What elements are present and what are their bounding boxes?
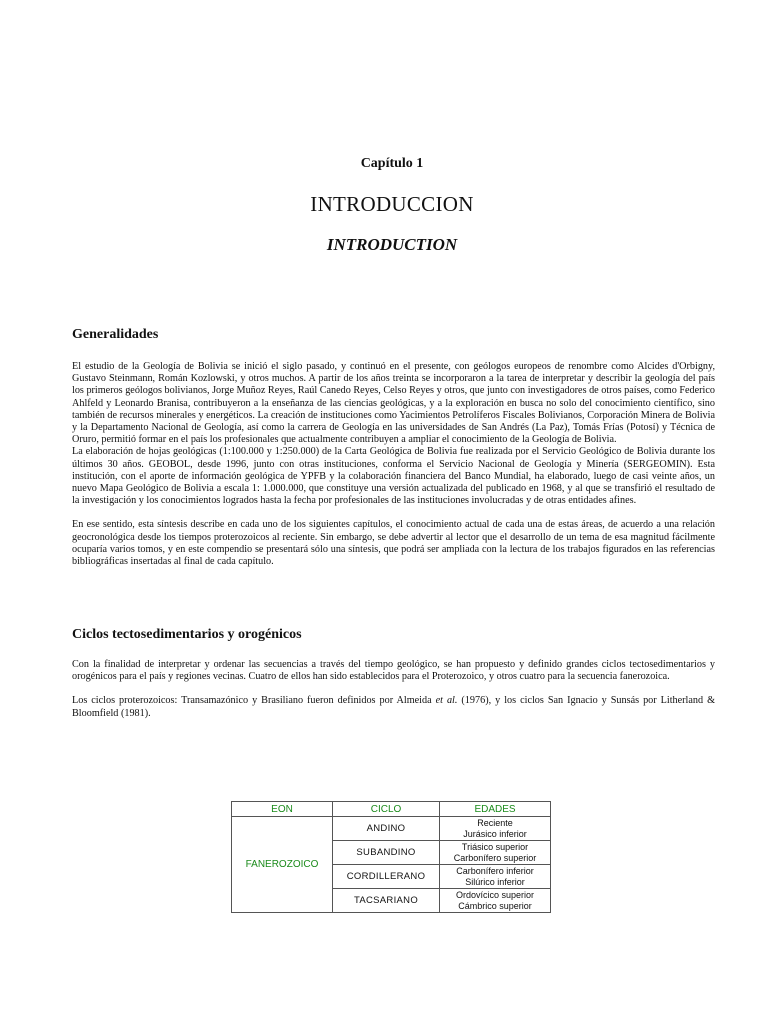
paragraph: El estudio de la Geología de Bolivia se inició el siglo pasado, y continuó en el presente, con geólogos europeos de renombre como Alcides d'Orbigny, Gustavo Steinmann, Román Kozlowski, y otros muchos. A partir de los años treinta se incorporaron a la tarea de interpretar y describir la geología del país los primeros geólogos bolivianos, Jorge Muñoz Reyes, Raúl Canedo Reyes, Celso Reyes y otros, que junto con investigadores de otros países, como Federico Ahlfeld y Leonardo Branisa, contribuyeron a la enseñanza de las ciencias geológicas, y a la exploración en busca no solo del conocimiento científico, sino también de recursos minerales y energéticos. La creación de instituciones como Yacimientos Petrolíferos Fiscales Bolivianos, Corporación Minera de Bolivia y la Departamento Nacional de Geología, así como la carrera de Geología en las universidades de San Andrés (La Paz), Tomás Frías (Potosí) y Técnica de Oruro, permitió formar en el país los profesionales que actualmente contribuyen a ampliar el conocimiento de la Geología de Bolivia. [72,361,715,446]
edad-cell [440,889,551,913]
header-eon: EON [232,802,333,817]
eon-cell: FANEROZOICO [232,817,333,913]
paragraph: En ese sentido, esta síntesis describe en cada uno de los siguientes capítulos, el conocimiento actual de cada una de estas áreas, de acuerdo a una relación geocronológica desde los tiempos proterozoicos al reciente. Sin embargo, se debe advertir al lector que el desarrollo de un tema de esa magnitud fácilmente ocuparía varios tomos, y en este compendio se presentará sólo una síntesis, que podrá ser ampliada con la lectura de los trabajos figurados en las referencias bibliográficas insertadas al final de cada capítulo. [72,519,715,568]
paragraph: La elaboración de hojas geológicas (1:100.000 y 1:250.000) de la Carta Geológica de Bolivia fue realizada por el Servicio Geológico de Bolivia durante los últimos 30 años. GEOBOL, desde 1996, junto con otras instituciones, conforma el Servicio Nacional de Geología y Minería (SERGEOMIN). Esta institución, con el aporte de información geológica de YPFB y la colaboración financiera del Banco Mundial, ha elaborado, luego de casi veinte años, un nuevo Mapa Geológico de Bolivia a escala 1: 1.000.000, que constituye una versión actualizada del publicado en 1968, y al que se transfirió el resultado de la investigación y los conocimientos logrados hasta la fecha por profesionales de las instituciones involucradas y de otras entidades afines. [72,446,715,507]
section-body-ciclos [72,659,715,720]
edad-cell [440,865,551,889]
section-heading-generalidades: Generalidades [72,327,159,342]
section-heading-ciclos: Ciclos tectosedimentarios y orogénicos [72,627,302,642]
ciclo-cell: SUBANDINO [333,841,440,865]
edad-bottom: Silúrico inferior [465,876,525,887]
ciclo-cell: TACSARIANO [333,889,440,913]
edad-cell [440,817,551,841]
edad-top: Triásico superior [461,841,529,852]
text-span: Los ciclos proterozoicos: Transamazónico y Brasiliano fueron definidos por Almeida [72,695,436,707]
page-subtitle: INTRODUCTION [326,235,458,254]
chapter-label: Capítulo 1 [360,156,424,171]
ciclos-table [231,801,551,913]
edad-top: Reciente [477,817,513,828]
edad-top: Carbonífero inferior [456,865,534,876]
section-body-generalidades [72,361,715,568]
table-header-row [232,802,551,817]
page-title: INTRODUCCION [310,192,474,216]
header-ciclo: CICLO [333,802,440,817]
table-row [232,817,551,841]
paragraph [72,695,715,719]
header-edades: EDADES [440,802,551,817]
edad-bottom: Cámbrico superior [458,900,532,911]
ciclo-cell: ANDINO [333,817,440,841]
edad-bottom: Carbonífero superior [453,852,537,863]
paragraph: Con la finalidad de interpretar y ordenar las secuencias a través del tiempo geológico, se han propuesto y definido grandes ciclos tectosedimentarios y orogénicos para el país y regiones vecinas. Cuatro de ellos han sido establecidos para el Proterozoico, y otros cuatro para la secuencia fanerozoica. [72,659,715,683]
edad-top: Ordovícico superior [455,889,535,900]
ciclo-cell: CORDILLERANO [333,865,440,889]
text-span: (1976), y los ciclos San Ignacio y Sunsás por Litherland & Bloomfield (1981). [72,695,715,719]
edad-cell [440,841,551,865]
edad-bottom: Jurásico inferior [463,828,527,839]
italic-text: et al. [435,695,458,707]
